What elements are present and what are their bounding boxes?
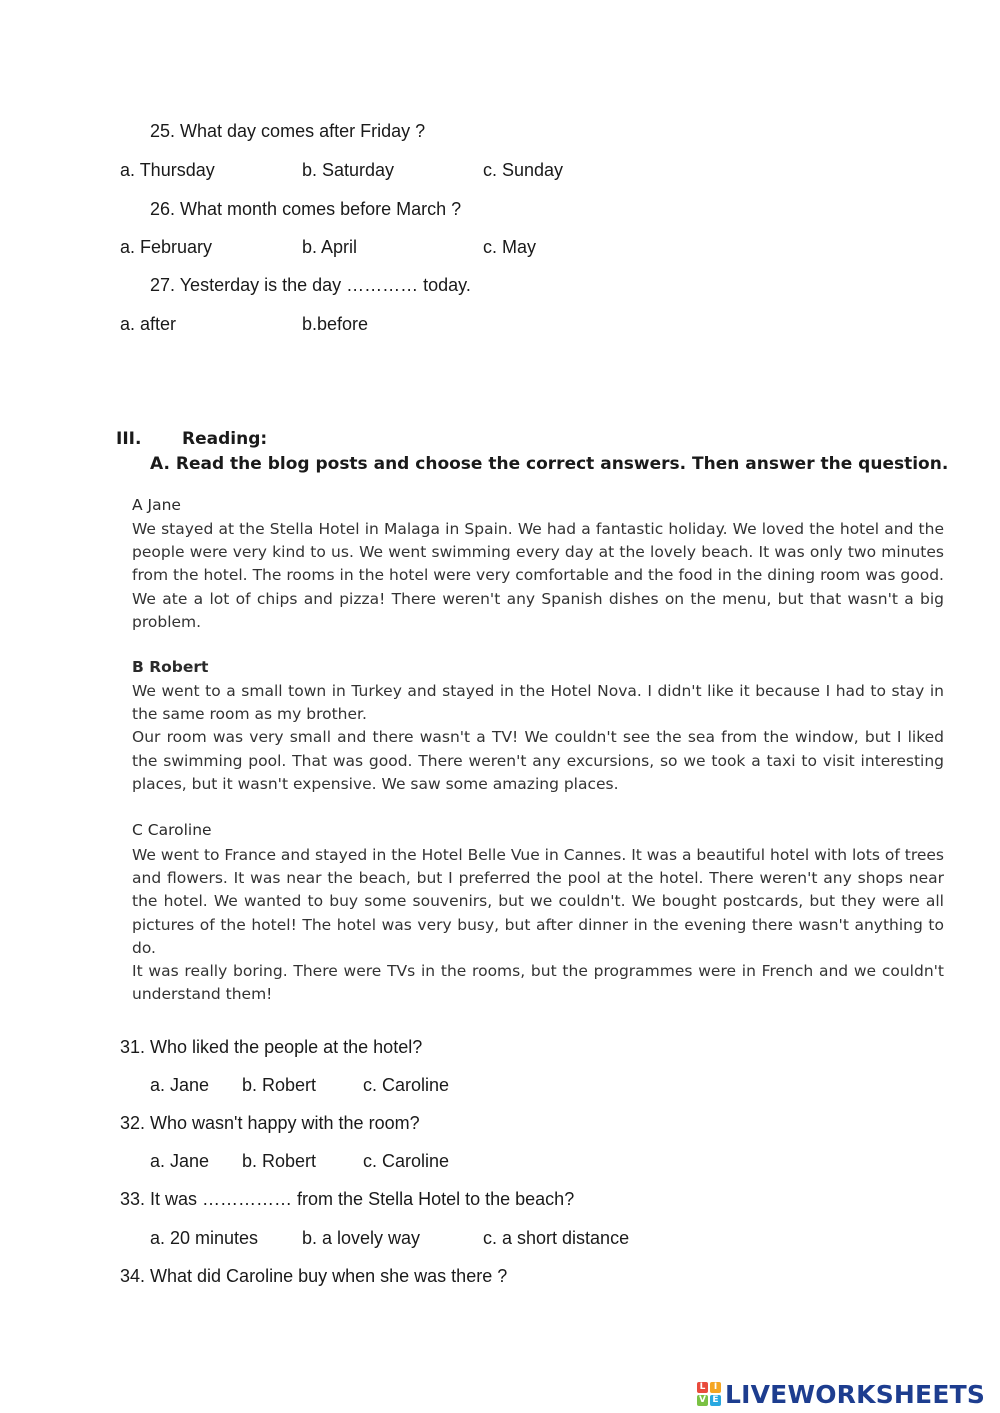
q27-option-b: b.before <box>302 314 369 334</box>
blog-paragraph: Our room was very small and there wasn't a TV! We couldn't see the sea from the window, but I liked the swimming pool. That was good. There weren't any excursions, so we took a taxi to visit interesting places, but it wasn't expensive. We saw some amazing places. <box>132 728 944 793</box>
question-32: 32. Who wasn't happy with the room? <box>120 1113 420 1133</box>
q25-option-c: c. Sunday <box>483 160 564 180</box>
logo-letter: L <box>697 1382 708 1393</box>
q31-option-a: a. Jane <box>150 1075 210 1095</box>
q31-option-b: b. Robert <box>242 1075 317 1095</box>
q25-option-a: a. Thursday <box>120 160 215 180</box>
logo-letter: I <box>710 1382 721 1393</box>
blog-post-robert <box>132 680 944 796</box>
q25-option-b: b. Saturday <box>302 160 395 180</box>
q27-option-a: a. after <box>120 314 177 334</box>
blog-name-robert: B Robert <box>132 658 209 676</box>
question-33: 33. It was …………… from the Stella Hotel to the beach? <box>120 1189 575 1209</box>
blog-paragraph: It was really boring. There were TVs in the rooms, but the programmes were in French and we couldn't understand them! <box>132 962 944 1004</box>
q33-option-a: a. 20 minutes <box>150 1228 259 1248</box>
blog-paragraph: We went to a small town in Turkey and stayed in the Hotel Nova. I didn't like it because I had to stay in the same room as my brother. <box>132 682 944 724</box>
question-31: 31. Who liked the people at the hotel? <box>120 1037 423 1057</box>
question-34: 34. What did Caroline buy when she was there ? <box>120 1266 508 1286</box>
logo-letter: V <box>697 1395 708 1406</box>
question-25: 25. What day comes after Friday ? <box>150 121 426 141</box>
question-27: 27. Yesterday is the day ………… today. <box>150 275 471 295</box>
q26-option-a: a. February <box>120 237 213 257</box>
blog-name-jane: A Jane <box>132 496 181 514</box>
section-number: III. <box>116 429 142 449</box>
question-26: 26. What month comes before March ? <box>150 199 462 219</box>
q32-option-c: c. Caroline <box>363 1151 450 1171</box>
q26-option-c: c. May <box>483 237 537 257</box>
blog-paragraph: We stayed at the Stella Hotel in Malaga in Spain. We had a fantastic holiday. We loved the hotel and the people were very kind to us. We went swimming every day at the lovely beach. It was only two minutes from the hotel. The rooms in the hotel were very comfortable and the food in the dining room was good. We ate a lot of chips and pizza! There weren't any Spanish dishes on the menu, but that wasn't a big problem. <box>132 520 944 631</box>
liveworksheets-logo <box>697 1378 985 1410</box>
blog-paragraph: We went to France and stayed in the Hotel Belle Vue in Cannes. It was a beautiful hotel with lots of trees and flowers. It was near the beach, but I preferred the pool at the hotel. There weren't any shops near the hotel. We wanted to buy some souvenirs, but we couldn't. We bought postcards, but they were all pictures of the hotel! The hotel was very busy, but after dinner in the evening there wasn't anything to do. <box>132 846 944 957</box>
q31-option-c: c. Caroline <box>363 1075 450 1095</box>
blog-post-jane <box>132 518 944 634</box>
section-title: Reading: <box>182 429 268 449</box>
q33-option-b: b. a lovely way <box>302 1228 421 1248</box>
reading-instruction: A. Read the blog posts and choose the correct answers. Then answer the question. <box>150 454 949 474</box>
blog-name-caroline: C Caroline <box>132 821 212 839</box>
q33-option-c: c. a short distance <box>483 1228 630 1248</box>
q26-option-b: b. April <box>302 237 358 257</box>
logo-mark-icon <box>697 1382 721 1406</box>
q32-option-a: a. Jane <box>150 1151 210 1171</box>
logo-text: LIVEWORKSHEETS <box>725 1379 986 1409</box>
q32-option-b: b. Robert <box>242 1151 317 1171</box>
blog-post-caroline <box>132 844 944 1006</box>
logo-letter: E <box>710 1395 721 1406</box>
